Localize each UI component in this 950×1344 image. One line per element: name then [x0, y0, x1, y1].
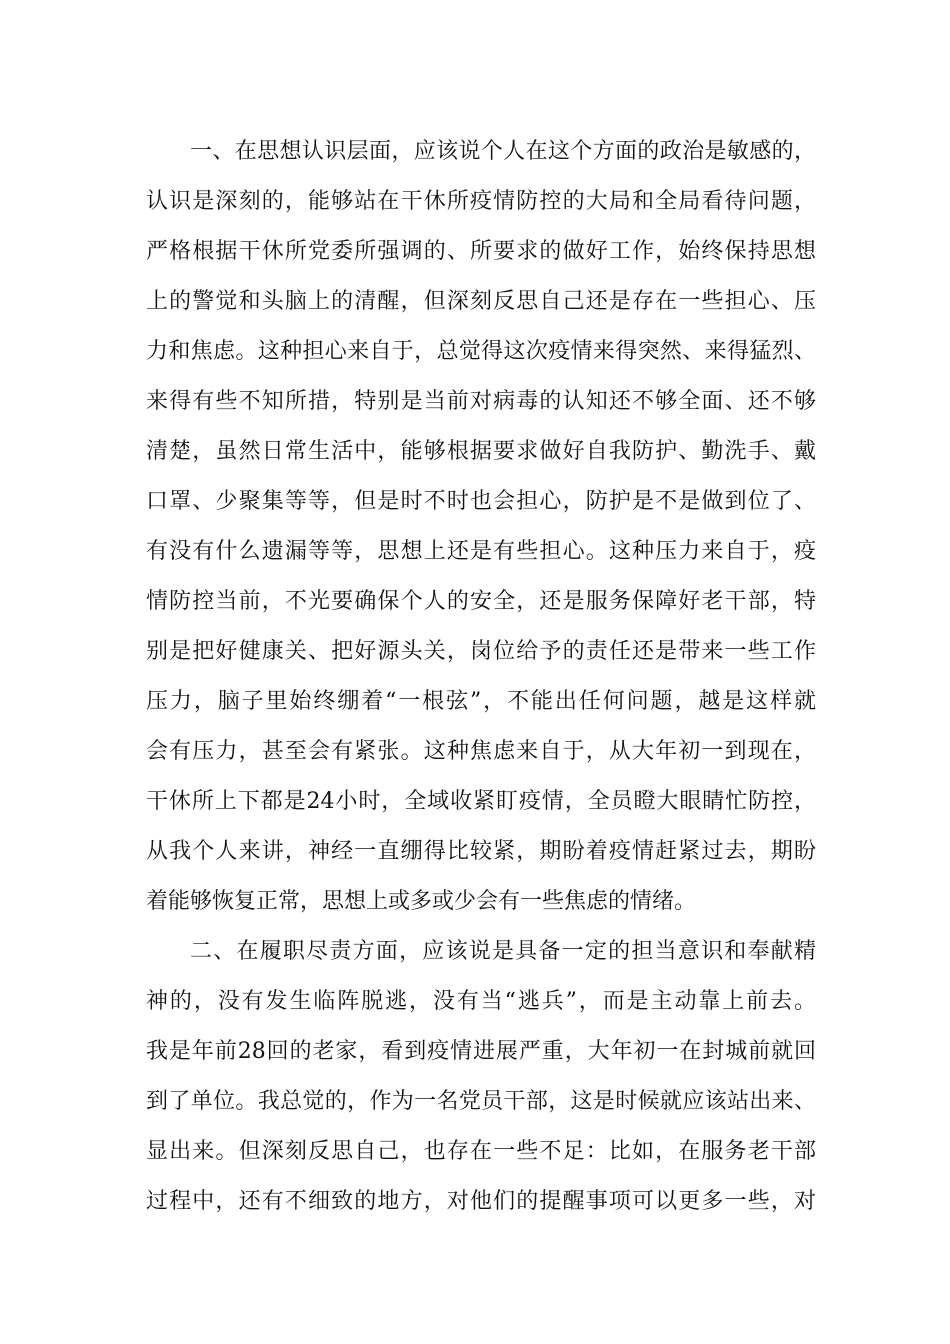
paragraph-line: 严格根据干休所党委所强调的、所要求的做好工作，始终保持思想: [146, 239, 816, 264]
paragraph-line: 来得有些不知所措，特别是当前对病毒的认知还不够全面、还不够: [146, 389, 816, 414]
paragraph-line: 别是把好健康关、把好源头关，岗位给予的责任还是带来一些工作: [146, 639, 816, 664]
paragraph-line: 有没有什么遗漏等等，思想上还是有些担心。这种压力来自于，疫: [146, 539, 816, 564]
paragraph-line: 会有压力，甚至会有紧张。这种焦虑来自于，从大年初一到现在，: [146, 739, 816, 764]
paragraph-line: 情防控当前，不光要确保个人的安全，还是服务保障好老干部，特: [146, 589, 816, 614]
paragraph-line: 我是年前28回的老家，看到疫情进展严重，大年初一在封城前就回: [146, 1039, 816, 1064]
document-body: [146, 127, 816, 1227]
paragraph-line: 口罩、少聚集等等，但是时不时也会担心，防护是不是做到位了、: [146, 489, 816, 514]
paragraph-line: 干休所上下都是24小时，全域收紧盯疫情，全员瞪大眼睛忙防控，: [146, 789, 816, 814]
paragraph-line: 着能够恢复正常，思想上或多或少会有一些焦虑的情绪。: [146, 889, 697, 914]
paragraph-2: [146, 927, 816, 1227]
paragraph-line: 压力，脑子里始终绷着“一根弦”，不能出任何问题，越是这样就: [146, 689, 816, 714]
paragraph-line: 过程中，还有不细致的地方，对他们的提醒事项可以更多一些，对: [146, 1189, 816, 1214]
paragraph-1: [146, 127, 816, 927]
paragraph-line: 上的警觉和头脑上的清醒，但深刻反思自己还是存在一些担心、压: [146, 289, 816, 314]
paragraph-line: 认识是深刻的，能够站在干休所疫情防控的大局和全局看待问题，: [146, 189, 816, 214]
paragraph-line: 从我个人来讲，神经一直绷得比较紧，期盼着疫情赶紧过去，期盼: [146, 839, 816, 864]
paragraph-line: 显出来。但深刻反思自己，也存在一些不足：比如，在服务老干部: [146, 1139, 816, 1164]
paragraph-line: 二、在履职尽责方面，应该说是具备一定的担当意识和奉献精: [190, 939, 816, 964]
paragraph-line: 一、在思想认识层面，应该说个人在这个方面的政治是敏感的，: [190, 139, 816, 164]
paragraph-line: 清楚，虽然日常生活中，能够根据要求做好自我防护、勤洗手、戴: [146, 439, 816, 464]
paragraph-line: 力和焦虑。这种担心来自于，总觉得这次疫情来得突然、来得猛烈、: [146, 339, 816, 364]
paragraph-line: 神的，没有发生临阵脱逃，没有当“逃兵”，而是主动靠上前去。: [146, 989, 816, 1014]
paragraph-line: 到了单位。我总觉的，作为一名党员干部，这是时候就应该站出来、: [146, 1089, 816, 1114]
